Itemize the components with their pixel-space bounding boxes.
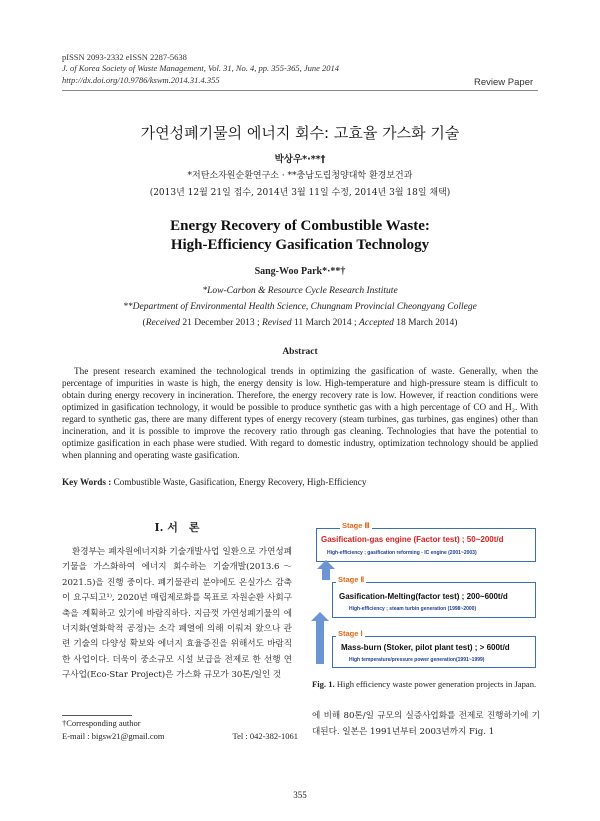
keywords-label: Key Words : xyxy=(62,477,112,487)
stage-3-box xyxy=(316,528,536,562)
stage-2-detail: High-efficiency ; steam turbin generation (1998~2000) xyxy=(349,606,477,612)
introduction-text: 환경부는 폐자원에너지화 기술개발사업 일환으로 가연성폐기물을 가스화하여 에너지 회수하는 기술개발(2013.6～2021.5)을 진행 중이다. 폐기물관리 분야에도 온실가스 감축이 요구되고¹⁾, 2020년 매립제로화를 목표로 자원순환 사회구축을 계획하고 있기에 바람직하다. 지금껏 가연성폐기물의 에너지화(열화학적 공정)는 소각 폐열에 의해 이뤄져 왔으나 관련 기술의 다양성 확보와 에너지 효율증진을 위해서도 바람직한 사업이다. 더욱이 중소규모 시설 보급을 전제로 한 선행 연구사업(Eco-Star Project)은 가스화 규모가 30톤/일인 것 xyxy=(62,547,292,681)
title-english-line2: High-Efficiency Gasification Technology xyxy=(170,237,430,253)
keywords-text: Combustible Waste, Gasification, Energy Recovery, High-Efficiency xyxy=(113,477,367,487)
footnote-divider xyxy=(62,715,132,716)
stage-1-label: Stage Ⅰ xyxy=(338,629,363,638)
abstract-heading: Abstract xyxy=(282,347,318,357)
right-column-text: 에 비해 80톤/일 규모의 실증사업화를 전제로 진행하기에 기대된다. 일본은 1991년부터 2003년까지 Fig. 1 xyxy=(312,711,540,737)
accepted-date: 18 March 2014 xyxy=(396,318,455,328)
accepted-label: Accepted xyxy=(359,318,394,328)
header-divider xyxy=(62,90,538,91)
title-korean: 가연성폐기물의 에너지 회수: 고효율 가스화 기술 xyxy=(140,124,460,142)
corresponding-tel: Tel : 042-382-1061 xyxy=(232,731,298,741)
stage-2-title: Gasification-Melting(factor test) ; 200~600t/d xyxy=(339,592,508,601)
revised-label: Revised xyxy=(262,318,292,328)
corresponding-email[interactable]: E-mail : bigsw21@gmail.com xyxy=(62,731,165,741)
title-english-line1: Energy Recovery of Combustible Waste: xyxy=(170,218,430,234)
affiliation-english-1: *Low-Carbon & Resource Cycle Research Institute xyxy=(202,286,398,296)
journal-citation: J. of Korea Society of Waste Management, Vol. 31, No. 4, pp. 355-365, June 2014 xyxy=(62,63,339,73)
section-heading-introduction: I. 서 론 xyxy=(154,521,200,534)
dates-english: (Received 21 December 2013 ; Revised 11 March 2014 ; Accepted 18 March 2014) xyxy=(142,318,458,328)
issn-line: pISSN 2093-2332 eISSN 2287-5638 xyxy=(62,52,187,62)
dates-korean: (2013년 12월 21일 접수, 2014년 3월 11일 수정, 2014년 3월 18일 채택) xyxy=(149,188,451,198)
page-number: 355 xyxy=(293,790,307,800)
revised-date: 11 March 2014 xyxy=(293,318,352,328)
arrow-up-icon xyxy=(322,568,330,580)
footnote-contact xyxy=(62,731,298,741)
stage-1-box xyxy=(332,636,536,668)
arrow-up-icon xyxy=(316,620,324,664)
corresponding-author-note: †Corresponding author xyxy=(62,718,141,728)
affiliation-english-2: **Department of Environmental Health Science, Chungnam Provincial Cheongyang College xyxy=(123,302,477,312)
doi-link[interactable]: http://dx.doi.org/10.9786/kswm.2014.31.4.355 xyxy=(62,75,220,85)
affiliation-korean: *저탄소자원순환연구소 · **충남도립청양대학 환경보건과 xyxy=(187,171,413,181)
stage-1-title: Mass-burn (Stoker, pilot plant test) ; > 600t/d xyxy=(341,643,510,652)
received-date: 21 December 2013 xyxy=(182,318,255,328)
author-korean: 박상우*·**† xyxy=(274,154,326,165)
stage-3-title: Gasification-gas engine (Factor test) ; 50~200t/d xyxy=(321,535,504,544)
stage-1-detail: High temperature/pressure power generation(1991~1999) xyxy=(349,657,485,663)
author-english: Sang-Woo Park*·**† xyxy=(254,266,346,277)
received-label: Received xyxy=(145,318,180,328)
stage-2-label: Stage Ⅱ xyxy=(338,575,365,584)
abstract-text: The present research examined the technological trends in optimizing the gasification of waste. Generally, when the percentage of impurities in waste is high, the energy density is low. High-temperature and high-pressure steam is difficult to obtain during energy recovery in incineration. Therefore, the energy recovery rate is low. However, if reaction conditions were optimized in gasification technology, it would be possible to produce synthetic gas with a high percentage of CO and H₂. With regard to synthetic gas, there are many different types of energy recovery (steam turbines, gas turbines, gas engines) other than incineration, and it is possible to improve the recovery ratio through gas cleaning. Technologies that have the potential to optimize gasification in each phase were studied. With regard to domestic industry, optimization technology should be applied when planning and operating waste gasification. xyxy=(62,366,538,460)
paper-type-label: Review Paper xyxy=(474,77,534,88)
figure-caption-label: Fig. 1. xyxy=(312,679,335,689)
figure-1-caption xyxy=(312,678,540,690)
stage-3-label: Stage Ⅲ xyxy=(342,521,370,530)
stage-3-detail: High-efficiency ; gasification reforming - IC engine (2001~2003) xyxy=(327,550,477,556)
figure-caption-text: High efficiency waste power generation projects in Japan. xyxy=(336,679,537,689)
stage-2-box xyxy=(332,582,536,618)
keywords xyxy=(62,477,538,487)
figure-1-diagram xyxy=(310,520,540,680)
